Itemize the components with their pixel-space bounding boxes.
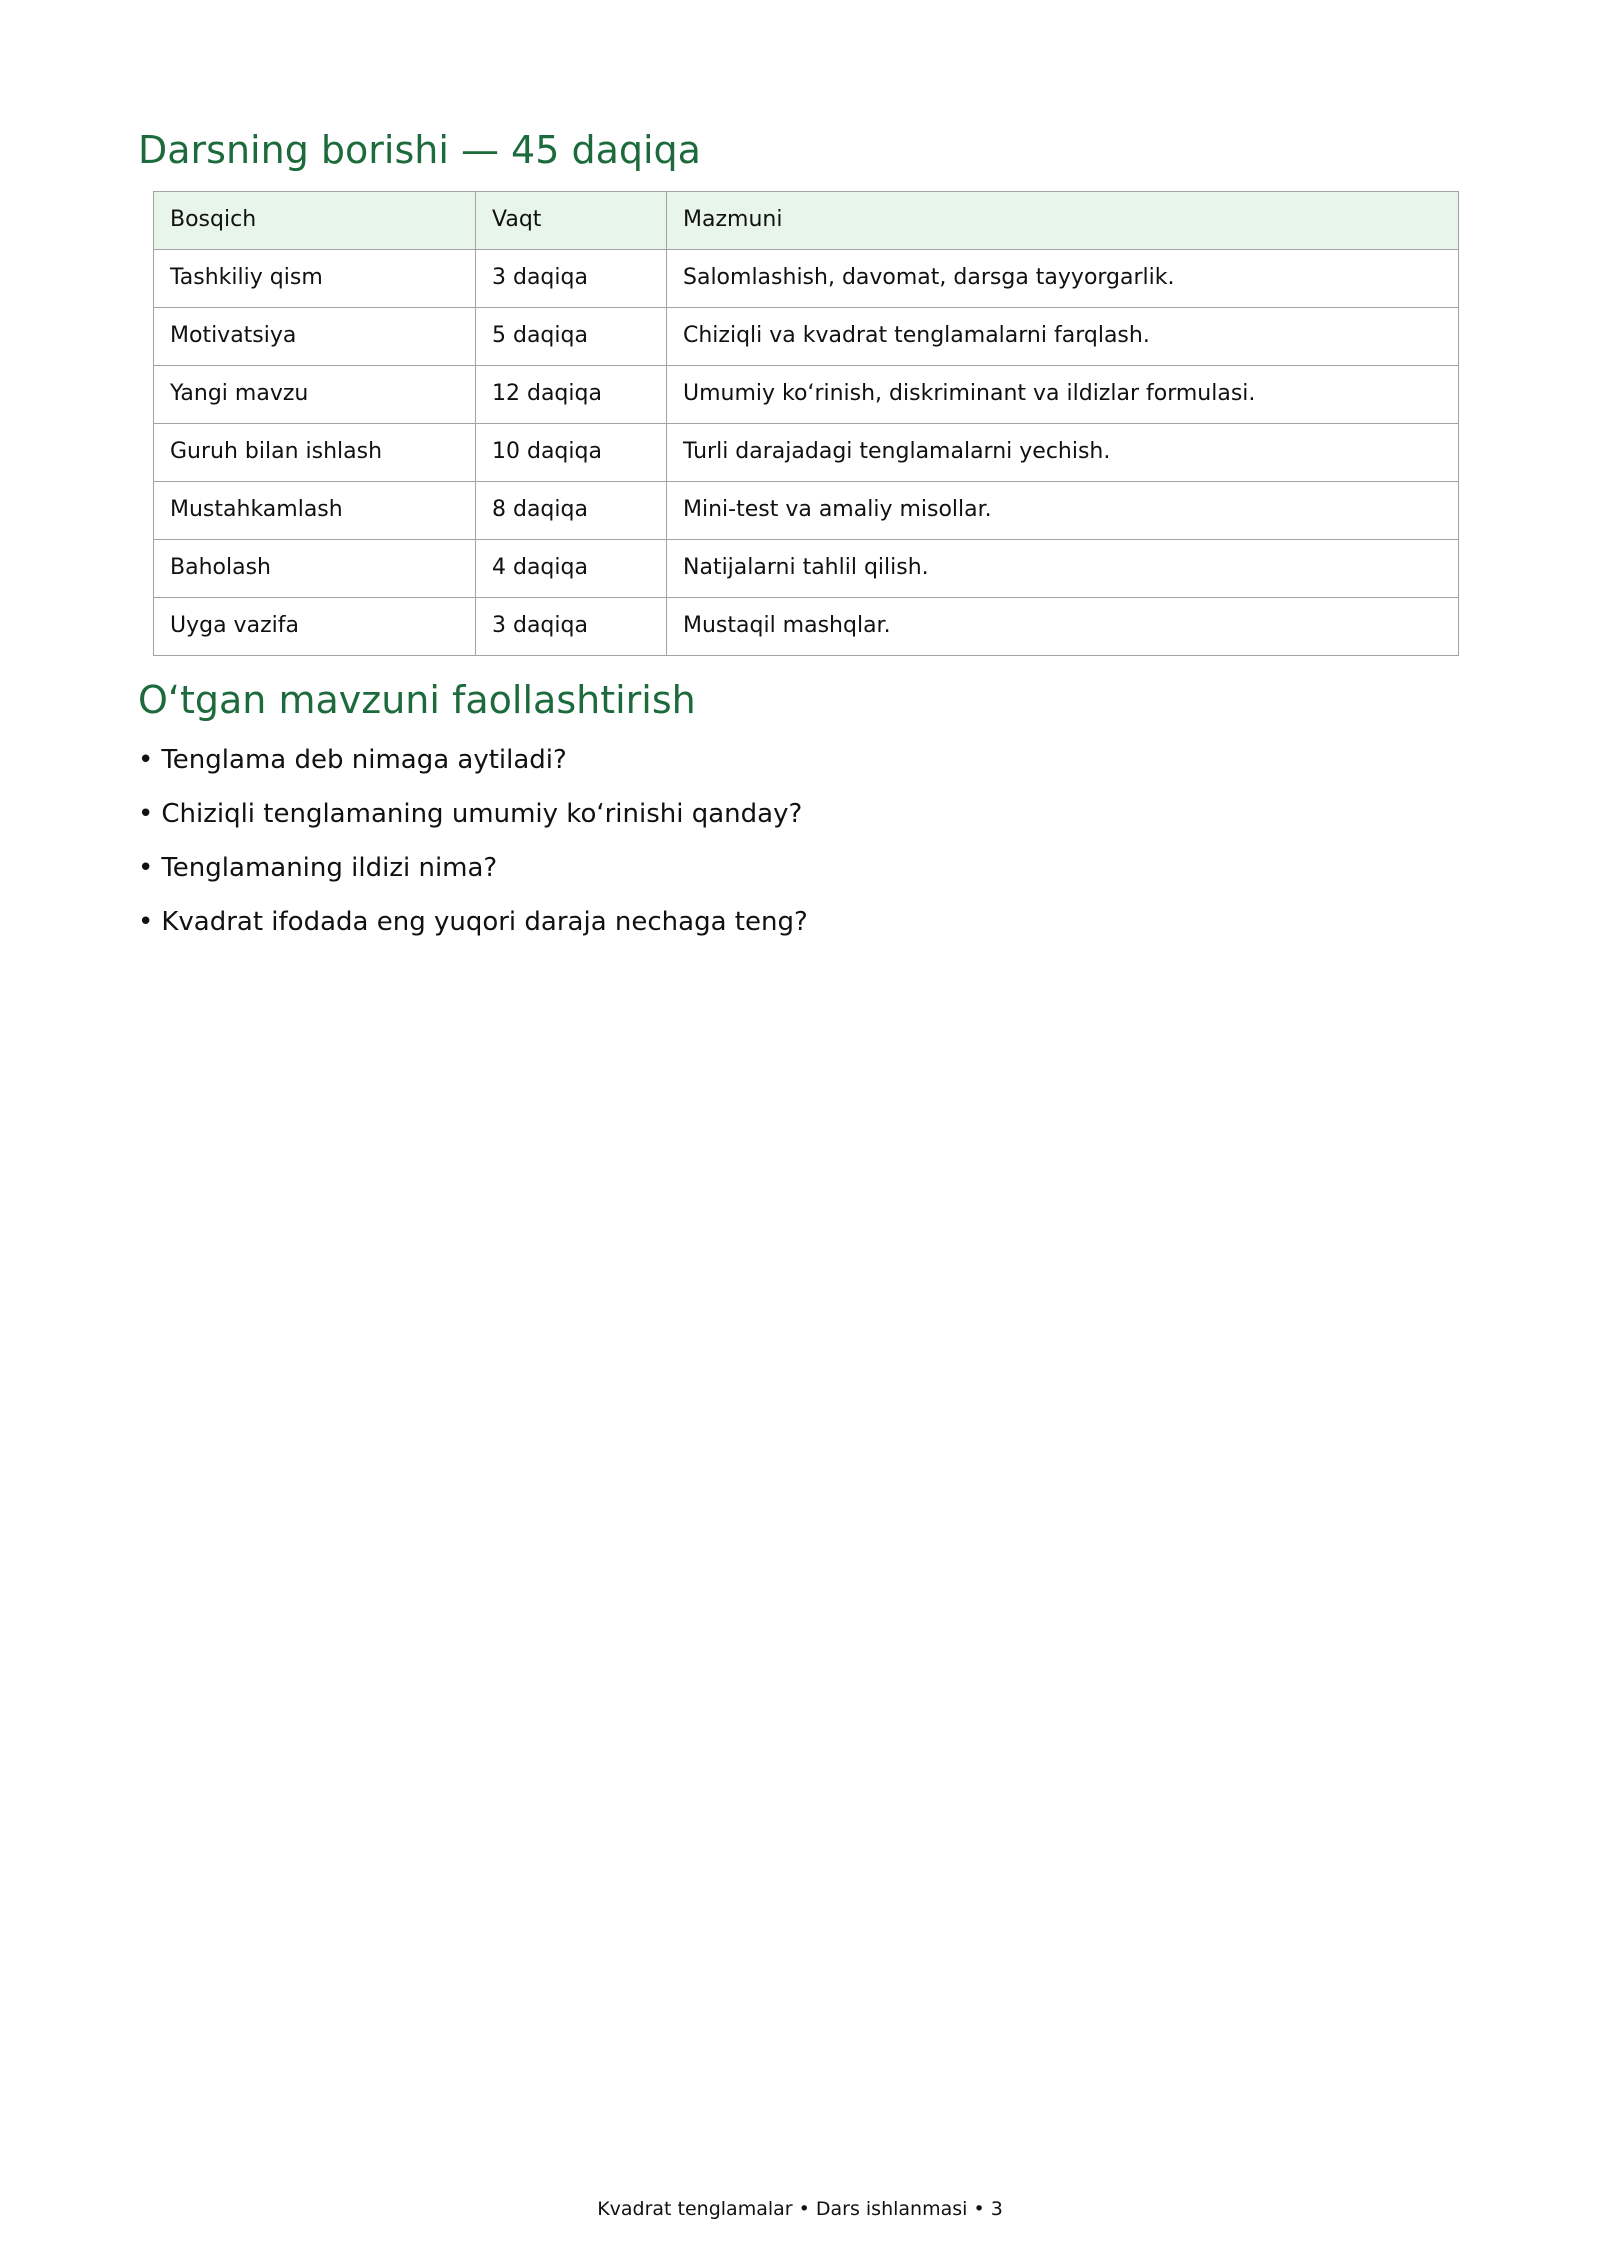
time-cell: 4 daqiqa <box>476 539 667 597</box>
bullet-icon: • <box>138 799 154 830</box>
time-cell: 5 daqiqa <box>476 307 667 365</box>
table-row <box>154 423 1459 481</box>
column-header-time: Vaqt <box>476 191 667 249</box>
content-cell: Mini-test va amaliy misollar. <box>667 481 1459 539</box>
question-text: Tenglamaning ildizi nima? <box>161 853 498 884</box>
stage-cell: Motivatsiya <box>154 307 476 365</box>
bullet-icon: • <box>138 853 154 884</box>
content-cell: Chiziqli va kvadrat tenglamalarni farqlash. <box>667 307 1459 365</box>
stage-cell: Baholash <box>154 539 476 597</box>
column-header-stage: Bosqich <box>154 191 476 249</box>
page-footer: Kvadrat tenglamalar • Dars ishlanmasi • 3 <box>597 2198 1003 2220</box>
page-content <box>138 128 1458 949</box>
content-cell: Turli darajadagi tenglamalarni yechish. <box>667 423 1459 481</box>
table-row <box>154 481 1459 539</box>
content-cell: Mustaqil mashqlar. <box>667 597 1459 655</box>
content-cell: Salomlashish, davomat, darsga tayyorgarlik. <box>667 249 1459 307</box>
content-cell: Natijalarni tahlil qilish. <box>667 539 1459 597</box>
bullet-icon: • <box>138 907 154 938</box>
stage-cell: Tashkiliy qism <box>154 249 476 307</box>
section-title-review: O‘tgan mavzuni faollashtirish <box>138 677 696 722</box>
table-row <box>154 365 1459 423</box>
table-row <box>154 597 1459 655</box>
table-row <box>154 539 1459 597</box>
time-cell: 3 daqiqa <box>476 597 667 655</box>
question-text: Tenglama deb nimaga aytiladi? <box>161 745 567 776</box>
list-item <box>138 841 1458 895</box>
bullet-icon: • <box>138 745 154 776</box>
question-text: Kvadrat ifodada eng yuqori daraja nechaga teng? <box>161 907 808 938</box>
review-questions-list <box>138 733 1458 949</box>
time-cell: 8 daqiqa <box>476 481 667 539</box>
list-item <box>138 733 1458 787</box>
time-cell: 10 daqiqa <box>476 423 667 481</box>
table-row <box>154 249 1459 307</box>
time-cell: 3 daqiqa <box>476 249 667 307</box>
question-text: Chiziqli tenglamaning umumiy ko‘rinishi qanday? <box>161 799 803 830</box>
section-title-lesson-flow: Darsning borishi — 45 daqiqa <box>138 128 701 172</box>
stage-cell: Yangi mavzu <box>154 365 476 423</box>
lesson-stages-table <box>153 191 1459 656</box>
stage-cell: Guruh bilan ishlash <box>154 423 476 481</box>
list-item <box>138 787 1458 841</box>
table-header-row <box>154 191 1459 249</box>
stage-cell: Uyga vazifa <box>154 597 476 655</box>
content-cell: Umumiy ko‘rinish, diskriminant va ildizlar formulasi. <box>667 365 1459 423</box>
time-cell: 12 daqiqa <box>476 365 667 423</box>
column-header-content: Mazmuni <box>667 191 1459 249</box>
table-row <box>154 307 1459 365</box>
stage-cell: Mustahkamlash <box>154 481 476 539</box>
list-item <box>138 895 1458 949</box>
